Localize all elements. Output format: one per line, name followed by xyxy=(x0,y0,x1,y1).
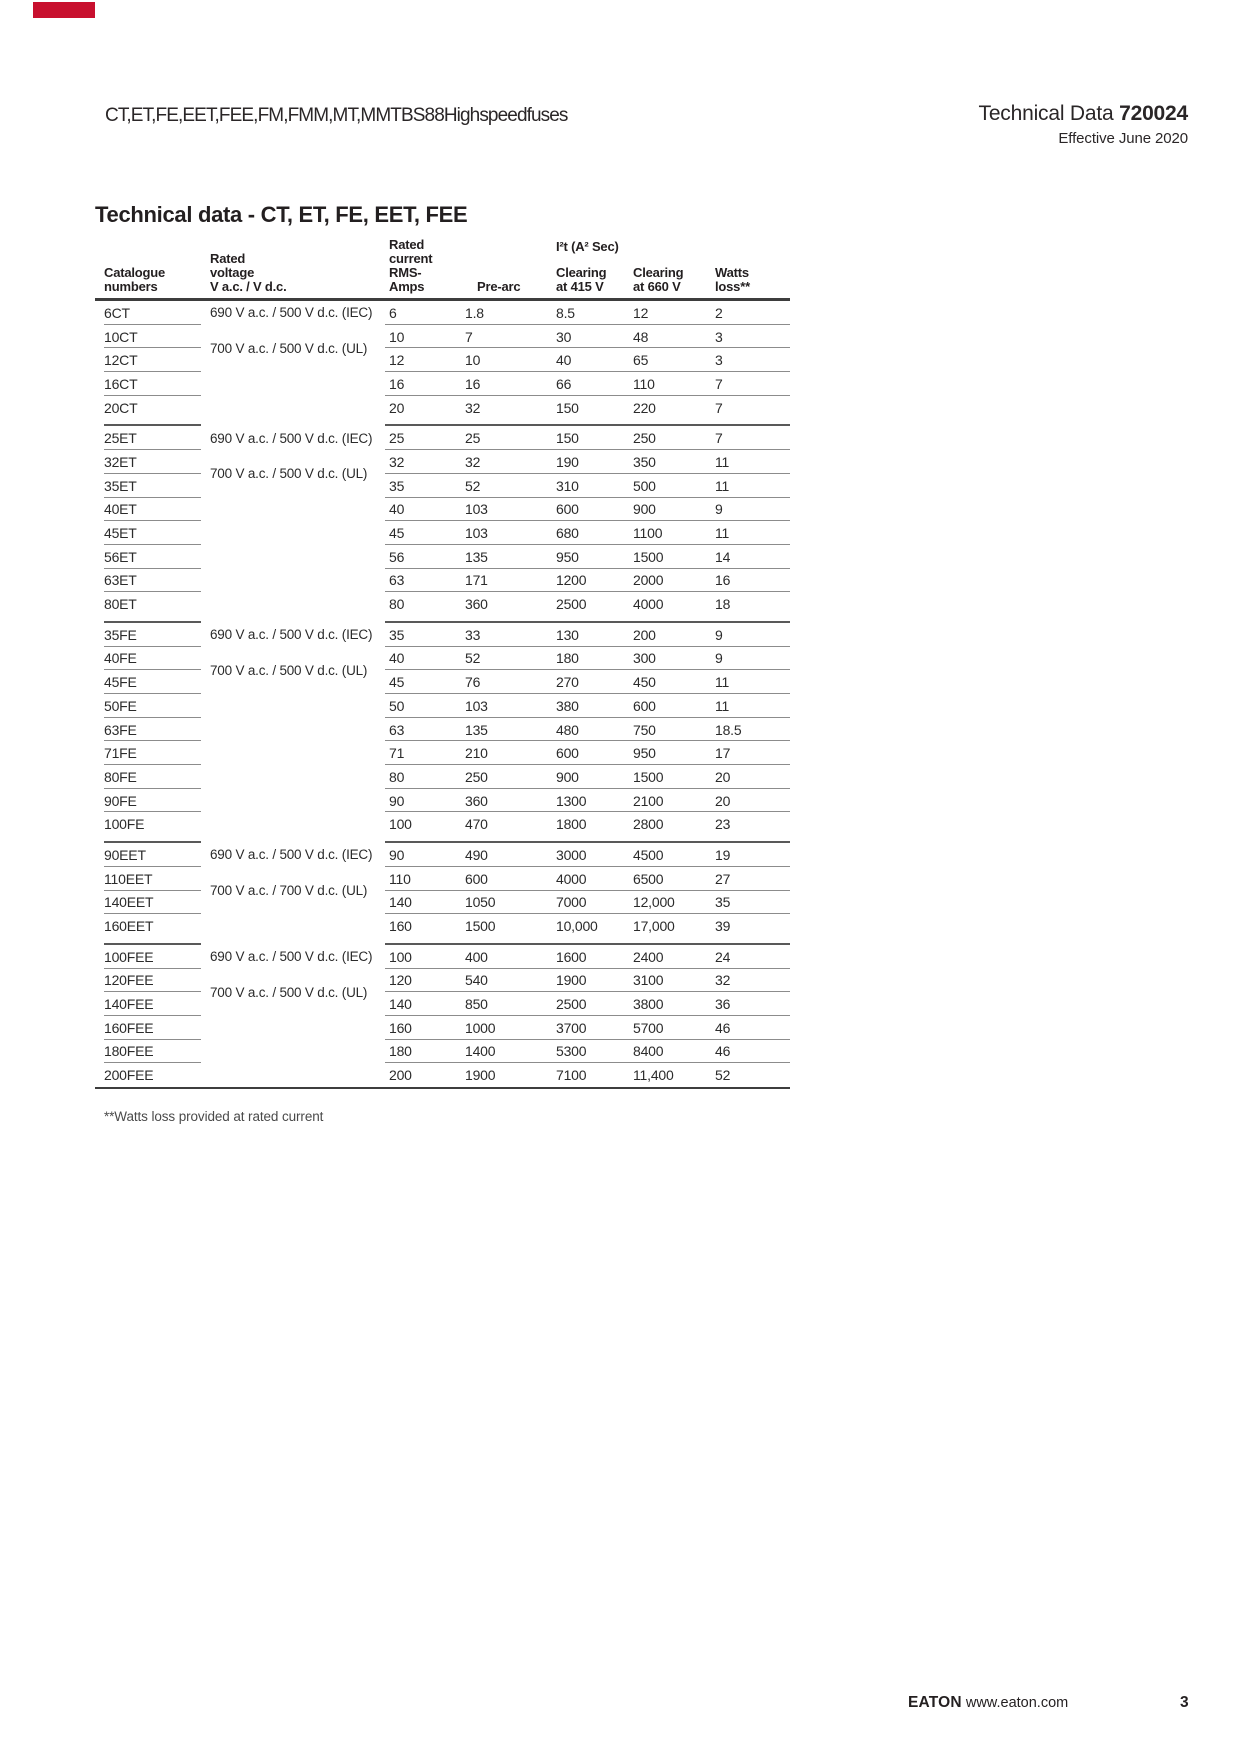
table-row-80ET xyxy=(95,592,790,616)
amps-cell: 140 xyxy=(389,996,412,1013)
clearing-415-cell: 4000 xyxy=(556,870,587,887)
voltage-iec-label: 690 V a.c. / 500 V d.c. (IEC) xyxy=(210,847,373,863)
clearing-660-cell: 300 xyxy=(633,650,656,667)
fuse-group-ET xyxy=(95,426,790,616)
watts-loss-cell: 14 xyxy=(715,548,731,565)
clearing-660-cell: 500 xyxy=(633,477,656,494)
catalogue-cell: 40ET xyxy=(104,501,137,518)
table-row-25ET xyxy=(95,426,790,450)
watts-loss-cell: 11 xyxy=(715,453,730,470)
amps-cell: 71 xyxy=(389,745,405,762)
clearing-660-cell: 3100 xyxy=(633,972,664,989)
amps-cell: 45 xyxy=(389,525,405,542)
catalogue-cell: 160EET xyxy=(104,918,154,935)
clearing-660-cell: 2000 xyxy=(633,572,664,589)
amps-cell: 35 xyxy=(389,626,405,643)
amps-cell: 40 xyxy=(389,650,405,667)
watts-loss-cell: 27 xyxy=(715,870,731,887)
voltage-ul-label: 700 V a.c. / 700 V d.c. (UL) xyxy=(210,882,368,898)
amps-cell: 90 xyxy=(389,846,405,863)
prearc-cell: 7 xyxy=(465,328,473,345)
watts-loss-cell: 3 xyxy=(715,328,723,345)
fuse-group-FEE xyxy=(95,945,790,1087)
amps-cell: 25 xyxy=(389,430,405,447)
clearing-660-cell: 11,400 xyxy=(633,1067,674,1084)
watts-loss-cell: 2 xyxy=(715,304,723,321)
table-row-71FE xyxy=(95,741,790,765)
watts-loss-cell: 24 xyxy=(715,948,731,965)
table-row-63ET xyxy=(95,569,790,593)
col-header-clearing-660: Clearing at 660 V xyxy=(633,265,684,294)
table-row-6CT xyxy=(95,301,790,325)
clearing-415-cell: 190 xyxy=(556,453,579,470)
table-row-45FE xyxy=(95,670,790,694)
amps-cell: 45 xyxy=(389,674,405,691)
watts-loss-cell: 19 xyxy=(715,846,731,863)
amps-cell: 100 xyxy=(389,948,412,965)
catalogue-cell: 25ET xyxy=(104,430,137,447)
amps-cell: 35 xyxy=(389,477,405,494)
clearing-660-cell: 4000 xyxy=(633,596,664,613)
col-header-i2t-group: I²t (A² Sec) xyxy=(556,239,619,254)
clearing-660-cell: 6500 xyxy=(633,870,664,887)
catalogue-cell: 32ET xyxy=(104,453,137,470)
table-row-80FE xyxy=(95,765,790,789)
clearing-415-cell: 150 xyxy=(556,430,579,447)
clearing-660-cell: 1100 xyxy=(633,525,663,542)
catalogue-cell: 90FE xyxy=(104,792,137,809)
red-brand-mark xyxy=(33,2,95,18)
voltage-iec-label: 690 V a.c. / 500 V d.c. (IEC) xyxy=(210,949,373,965)
table-row-40FE xyxy=(95,647,790,671)
clearing-415-cell: 40 xyxy=(556,352,572,369)
prearc-cell: 1050 xyxy=(465,894,496,911)
watts-loss-cell: 17 xyxy=(715,745,731,762)
prearc-cell: 490 xyxy=(465,846,488,863)
clearing-415-cell: 3700 xyxy=(556,1019,587,1036)
catalogue-cell: 90EET xyxy=(104,846,146,863)
watts-loss-cell: 23 xyxy=(715,816,731,833)
prearc-cell: 76 xyxy=(465,674,481,691)
table-row-32ET xyxy=(95,450,790,474)
table-row-200FEE xyxy=(95,1063,790,1087)
watts-loss-cell: 32 xyxy=(715,972,731,989)
eaton-logo: EATON xyxy=(908,1694,962,1711)
amps-cell: 6 xyxy=(389,304,397,321)
clearing-415-cell: 2500 xyxy=(556,596,587,613)
catalogue-cell: 10CT xyxy=(104,328,138,345)
prearc-cell: 1500 xyxy=(465,918,496,935)
prearc-cell: 33 xyxy=(465,626,481,643)
table-row-90EET xyxy=(95,843,790,867)
clearing-660-cell: 220 xyxy=(633,399,656,416)
amps-cell: 140 xyxy=(389,894,412,911)
col-header-watts-loss: Watts loss** xyxy=(715,265,750,294)
technical-data-table xyxy=(95,237,790,1089)
prearc-cell: 210 xyxy=(465,745,488,762)
clearing-415-cell: 380 xyxy=(556,697,579,714)
table-row-120FEE xyxy=(95,969,790,993)
watts-loss-cell: 35 xyxy=(715,894,731,911)
amps-cell: 32 xyxy=(389,453,405,470)
table-row-160EET xyxy=(95,914,790,938)
amps-cell: 16 xyxy=(389,375,405,392)
clearing-660-cell: 600 xyxy=(633,697,656,714)
clearing-660-cell: 4500 xyxy=(633,846,664,863)
watts-loss-cell: 9 xyxy=(715,501,723,518)
watts-loss-cell: 11 xyxy=(715,674,730,691)
catalogue-cell: 110EET xyxy=(104,870,153,887)
table-header xyxy=(95,237,790,301)
amps-cell: 20 xyxy=(389,399,405,416)
table-row-56ET xyxy=(95,545,790,569)
catalogue-cell: 180FEE xyxy=(104,1043,154,1060)
clearing-660-cell: 200 xyxy=(633,626,656,643)
watts-loss-footnote: **Watts loss provided at rated current xyxy=(104,1109,324,1124)
prearc-cell: 103 xyxy=(465,525,488,542)
clearing-660-cell: 450 xyxy=(633,674,656,691)
prearc-cell: 1000 xyxy=(465,1019,496,1036)
clearing-415-cell: 8.5 xyxy=(556,304,575,321)
voltage-iec-label: 690 V a.c. / 500 V d.c. (IEC) xyxy=(210,627,373,643)
table-row-100FE xyxy=(95,812,790,836)
watts-loss-cell: 7 xyxy=(715,375,723,392)
prearc-cell: 600 xyxy=(465,870,488,887)
prearc-cell: 135 xyxy=(465,721,488,738)
fuse-group-EET xyxy=(95,843,790,938)
amps-cell: 110 xyxy=(389,870,411,887)
clearing-415-cell: 1300 xyxy=(556,792,587,809)
clearing-660-cell: 1500 xyxy=(633,768,664,785)
footer-url[interactable]: www.eaton.com xyxy=(965,1695,1069,1711)
amps-cell: 160 xyxy=(389,918,412,935)
catalogue-cell: 140FEE xyxy=(104,996,154,1013)
voltage-ul-label: 700 V a.c. / 500 V d.c. (UL) xyxy=(210,466,368,482)
table-row-45ET xyxy=(95,521,790,545)
amps-cell: 63 xyxy=(389,721,405,738)
clearing-660-cell: 12 xyxy=(633,304,649,321)
table-row-140FEE xyxy=(95,992,790,1016)
clearing-415-cell: 680 xyxy=(556,525,579,542)
clearing-415-cell: 600 xyxy=(556,501,579,518)
clearing-660-cell: 1500 xyxy=(633,548,664,565)
col-header-voltage: Rated voltage V a.c. / V d.c. xyxy=(210,251,287,294)
catalogue-cell: 71FE xyxy=(104,745,137,762)
document-header-meta xyxy=(979,103,1188,148)
prearc-cell: 850 xyxy=(465,996,488,1013)
catalogue-cell: 100FE xyxy=(104,816,145,833)
prearc-cell: 32 xyxy=(465,399,481,416)
technical-data-label: Technical Data xyxy=(978,102,1120,125)
clearing-415-cell: 310 xyxy=(556,477,579,494)
clearing-415-cell: 1600 xyxy=(556,948,587,965)
prearc-cell: 32 xyxy=(465,453,481,470)
clearing-415-cell: 30 xyxy=(556,328,572,345)
col-header-catalogue: Catalogue numbers xyxy=(104,265,166,294)
table-row-35ET xyxy=(95,474,790,498)
prearc-cell: 10 xyxy=(465,352,481,369)
page-number: 3 xyxy=(1180,1694,1189,1711)
catalogue-cell: 160FEE xyxy=(104,1019,154,1036)
catalogue-cell: 12CT xyxy=(104,352,138,369)
table-row-16CT xyxy=(95,372,790,396)
catalogue-cell: 56ET xyxy=(104,548,137,565)
table-row-100FEE xyxy=(95,945,790,969)
clearing-415-cell: 5300 xyxy=(556,1043,587,1060)
prearc-cell: 103 xyxy=(465,501,488,518)
clearing-660-cell: 3800 xyxy=(633,996,664,1013)
watts-loss-cell: 16 xyxy=(715,572,731,589)
table-row-20CT xyxy=(95,396,790,420)
catalogue-cell: 200FEE xyxy=(104,1067,154,1084)
watts-loss-cell: 18 xyxy=(715,596,731,613)
catalogue-cell: 80FE xyxy=(104,768,137,785)
amps-cell: 10 xyxy=(389,328,405,345)
clearing-660-cell: 950 xyxy=(633,745,656,762)
watts-loss-cell: 52 xyxy=(715,1067,731,1084)
prearc-cell: 25 xyxy=(465,430,481,447)
catalogue-cell: 20CT xyxy=(104,399,138,416)
clearing-660-cell: 900 xyxy=(633,501,656,518)
amps-cell: 50 xyxy=(389,697,405,714)
clearing-415-cell: 150 xyxy=(556,399,579,416)
clearing-415-cell: 66 xyxy=(556,375,572,392)
watts-loss-cell: 46 xyxy=(715,1043,731,1060)
amps-cell: 100 xyxy=(389,816,412,833)
prearc-cell: 16 xyxy=(465,375,481,392)
catalogue-cell: 63FE xyxy=(104,721,137,738)
voltage-iec-label: 690 V a.c. / 500 V d.c. (IEC) xyxy=(210,430,373,446)
table-row-35FE xyxy=(95,623,790,647)
voltage-ul-label: 700 V a.c. / 500 V d.c. (UL) xyxy=(210,340,368,356)
catalogue-cell: 80ET xyxy=(104,596,137,613)
prearc-cell: 52 xyxy=(465,650,481,667)
prearc-cell: 360 xyxy=(465,596,488,613)
table-row-160FEE xyxy=(95,1016,790,1040)
watts-loss-cell: 20 xyxy=(715,792,731,809)
catalogue-cell: 45ET xyxy=(104,525,137,542)
clearing-415-cell: 7000 xyxy=(556,894,587,911)
clearing-660-cell: 8400 xyxy=(633,1043,664,1060)
document-header-title: CT,ET,FE,EET,FEE,FM,FMM,MT,MMTBS88Highspeedfuses xyxy=(105,105,568,126)
prearc-cell: 250 xyxy=(465,768,488,785)
amps-cell: 80 xyxy=(389,596,405,613)
clearing-415-cell: 3000 xyxy=(556,846,587,863)
amps-cell: 56 xyxy=(389,548,405,565)
table-row-90FE xyxy=(95,789,790,813)
catalogue-cell: 140EET xyxy=(104,894,154,911)
table-row-40ET xyxy=(95,498,790,522)
clearing-660-cell: 2400 xyxy=(633,948,664,965)
clearing-660-cell: 350 xyxy=(633,453,656,470)
clearing-415-cell: 1200 xyxy=(556,572,587,589)
amps-cell: 160 xyxy=(389,1019,412,1036)
table-row-50FE xyxy=(95,694,790,718)
amps-cell: 12 xyxy=(389,352,405,369)
table-row-12CT xyxy=(95,348,790,372)
catalogue-cell: 120FEE xyxy=(104,972,154,989)
catalogue-cell: 16CT xyxy=(104,375,138,392)
amps-cell: 200 xyxy=(389,1067,412,1084)
catalogue-cell: 100FEE xyxy=(104,948,154,965)
clearing-415-cell: 1800 xyxy=(556,816,587,833)
clearing-415-cell: 950 xyxy=(556,548,579,565)
clearing-415-cell: 7100 xyxy=(556,1067,587,1084)
table-body xyxy=(95,301,790,1089)
watts-loss-cell: 9 xyxy=(715,626,723,643)
clearing-415-cell: 1900 xyxy=(556,972,587,989)
watts-loss-cell: 20 xyxy=(715,768,731,785)
watts-loss-cell: 3 xyxy=(715,352,723,369)
prearc-cell: 1900 xyxy=(465,1067,496,1084)
clearing-660-cell: 2100 xyxy=(633,792,664,809)
page-title: Technical data - CT, ET, FE, EET, FEE xyxy=(95,202,468,227)
table-row-10CT xyxy=(95,325,790,349)
watts-loss-cell: 46 xyxy=(715,1019,731,1036)
technical-data-number xyxy=(979,103,1188,125)
watts-loss-cell: 7 xyxy=(715,399,723,416)
clearing-415-cell: 2500 xyxy=(556,996,587,1013)
clearing-415-cell: 130 xyxy=(556,626,579,643)
col-header-prearc: Pre-arc xyxy=(477,279,521,294)
table-row-63FE xyxy=(95,718,790,742)
fuse-group-FE xyxy=(95,623,790,836)
prearc-cell: 540 xyxy=(465,972,488,989)
table-row-110EET xyxy=(95,867,790,891)
prearc-cell: 470 xyxy=(465,816,488,833)
prearc-cell: 171 xyxy=(465,572,488,589)
voltage-ul-label: 700 V a.c. / 500 V d.c. (UL) xyxy=(210,662,368,678)
clearing-415-cell: 270 xyxy=(556,674,579,691)
prearc-cell: 135 xyxy=(465,548,488,565)
col-header-current: Rated current RMS- Amps xyxy=(389,237,433,294)
clearing-660-cell: 17,000 xyxy=(633,918,675,935)
clearing-415-cell: 10,000 xyxy=(556,918,598,935)
clearing-660-cell: 110 xyxy=(633,375,655,392)
clearing-415-cell: 180 xyxy=(556,650,579,667)
col-header-clearing-415: Clearing at 415 V xyxy=(556,265,607,294)
watts-loss-cell: 7 xyxy=(715,430,723,447)
clearing-415-cell: 900 xyxy=(556,768,579,785)
clearing-660-cell: 65 xyxy=(633,352,649,369)
watts-loss-cell: 11 xyxy=(715,525,730,542)
clearing-660-cell: 5700 xyxy=(633,1019,664,1036)
amps-cell: 90 xyxy=(389,792,405,809)
watts-loss-cell: 11 xyxy=(715,697,730,714)
clearing-660-cell: 48 xyxy=(633,328,649,345)
amps-cell: 80 xyxy=(389,768,405,785)
fuse-group-CT xyxy=(95,301,790,419)
clearing-660-cell: 12,000 xyxy=(633,894,675,911)
catalogue-cell: 50FE xyxy=(104,697,137,714)
voltage-iec-label: 690 V a.c. / 500 V d.c. (IEC) xyxy=(210,305,373,321)
catalogue-cell: 63ET xyxy=(104,572,137,589)
prearc-cell: 360 xyxy=(465,792,488,809)
table-row-180FEE xyxy=(95,1040,790,1064)
watts-loss-cell: 9 xyxy=(715,650,723,667)
prearc-cell: 1.8 xyxy=(465,304,484,321)
page-footer xyxy=(908,1694,1068,1712)
catalogue-cell: 35FE xyxy=(104,626,137,643)
watts-loss-cell: 11 xyxy=(715,477,730,494)
amps-cell: 40 xyxy=(389,501,405,518)
amps-cell: 63 xyxy=(389,572,405,589)
document-number: 720024 xyxy=(1119,102,1188,125)
catalogue-cell: 45FE xyxy=(104,674,137,691)
catalogue-cell: 35ET xyxy=(104,477,137,494)
effective-date: Effective June 2020 xyxy=(1058,130,1188,147)
watts-loss-cell: 36 xyxy=(715,996,731,1013)
amps-cell: 180 xyxy=(389,1043,412,1060)
clearing-660-cell: 250 xyxy=(633,430,656,447)
catalogue-cell: 40FE xyxy=(104,650,137,667)
prearc-cell: 1400 xyxy=(465,1043,496,1060)
watts-loss-cell: 39 xyxy=(715,918,731,935)
prearc-cell: 52 xyxy=(465,477,481,494)
voltage-ul-label: 700 V a.c. / 500 V d.c. (UL) xyxy=(210,984,368,1000)
amps-cell: 120 xyxy=(389,972,412,989)
clearing-660-cell: 2800 xyxy=(633,816,664,833)
catalogue-cell: 6CT xyxy=(104,304,130,321)
clearing-415-cell: 600 xyxy=(556,745,579,762)
watts-loss-cell: 18.5 xyxy=(715,721,742,738)
prearc-cell: 103 xyxy=(465,697,488,714)
table-row-140EET xyxy=(95,891,790,915)
prearc-cell: 400 xyxy=(465,948,488,965)
clearing-415-cell: 480 xyxy=(556,721,579,738)
clearing-660-cell: 750 xyxy=(633,721,656,738)
